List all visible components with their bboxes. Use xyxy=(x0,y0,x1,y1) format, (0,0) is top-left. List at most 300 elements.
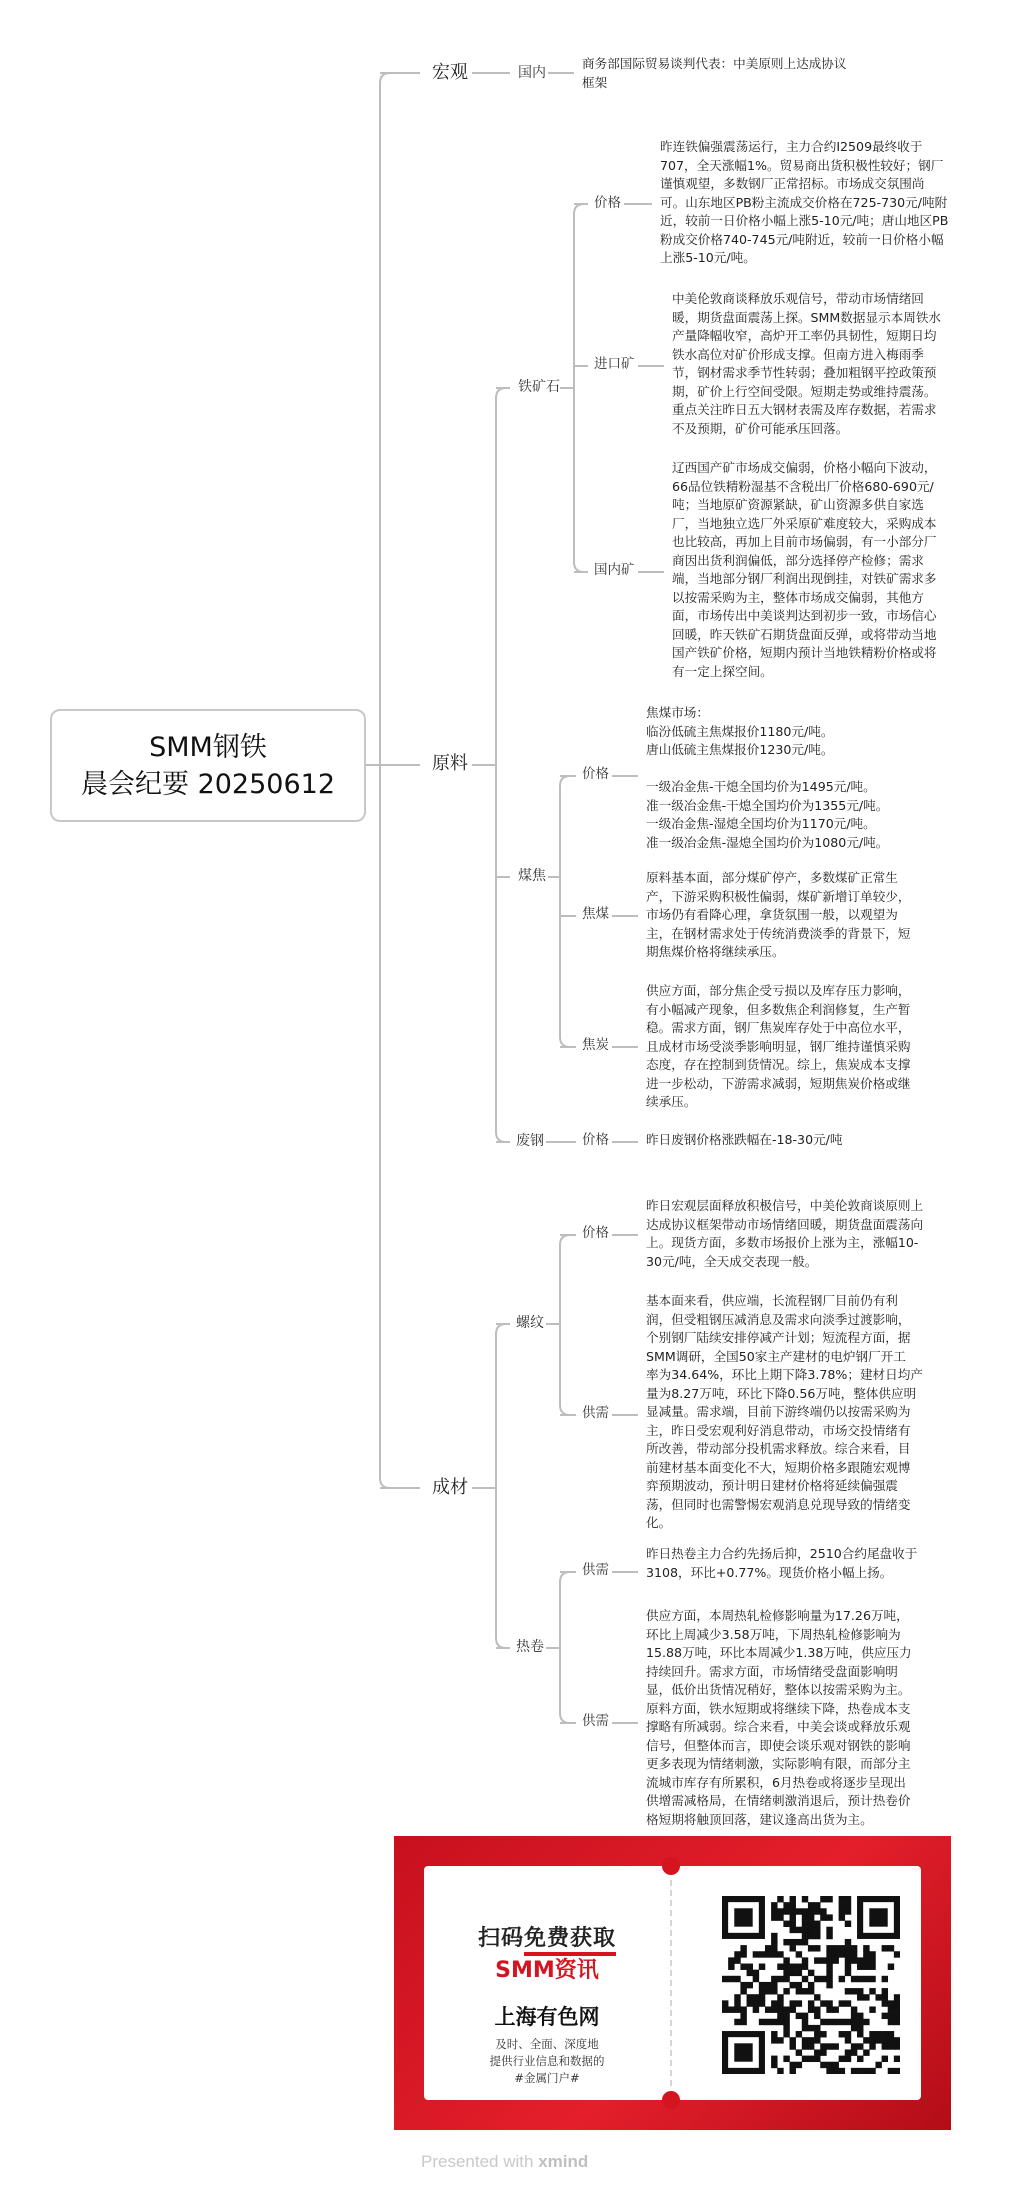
qr-module xyxy=(802,2037,808,2043)
qr-module xyxy=(808,1921,814,1927)
qr-module xyxy=(857,2013,863,2019)
qr-module xyxy=(888,1964,894,1970)
qr-module xyxy=(802,1896,808,1902)
qr-module xyxy=(796,1982,802,1988)
qr-module xyxy=(808,2037,814,2043)
qr-module xyxy=(808,1945,814,1951)
qr-module xyxy=(753,2000,759,2006)
qr-module xyxy=(832,2019,838,2025)
qr-module xyxy=(894,2019,900,2025)
qr-module xyxy=(753,1951,759,1957)
topic-hrc-supply-2[interactable]: 供需 xyxy=(582,1713,609,1729)
note-hrc-supply-1: 昨日热卷主力合约先扬后抑，2510合约尾盘收于 3108，环比+0.77%。现货价格小幅上扬。 xyxy=(646,1546,918,1580)
qr-module xyxy=(783,1939,789,1945)
coke-trunk xyxy=(560,776,570,1047)
qr-module xyxy=(882,2043,888,2049)
qr-module xyxy=(894,2037,900,2043)
smm-promo-banner[interactable] xyxy=(394,1836,951,2130)
qr-module xyxy=(728,1964,734,1970)
qr-module xyxy=(808,2043,814,2049)
qr-module xyxy=(832,1945,838,1951)
topic-finished-steel[interactable]: 成材 xyxy=(432,1477,468,1498)
qr-module xyxy=(857,2031,863,2037)
note-macro-domestic: 商务部国际贸易谈判代表：中美原则上达成协议 框架 xyxy=(582,56,847,90)
qr-module xyxy=(832,2068,838,2074)
qr-module xyxy=(845,2019,851,2025)
qr-module xyxy=(869,1976,875,1982)
qr-module xyxy=(826,2062,832,2068)
qr-module xyxy=(832,2062,838,2068)
qr-module xyxy=(882,1994,888,2000)
qr-module xyxy=(845,1896,851,1902)
qr-module xyxy=(802,1933,808,1939)
qr-module xyxy=(845,1908,851,1914)
qr-module xyxy=(839,1914,845,1920)
qr-module xyxy=(777,2068,783,2074)
qr-module xyxy=(734,2006,740,2012)
qr-module xyxy=(790,1902,796,1908)
qr-module xyxy=(771,1908,777,1914)
promo-headline xyxy=(424,1921,670,1952)
qr-module xyxy=(740,1982,746,1988)
qr-module xyxy=(851,2025,857,2031)
topic-coke-price[interactable]: 价格 xyxy=(582,766,609,782)
qr-module xyxy=(814,1976,820,1982)
qr-module xyxy=(771,1988,777,1994)
qr-module xyxy=(790,1945,796,1951)
qr-module xyxy=(753,1976,759,1982)
qr-module xyxy=(869,2006,875,2012)
qr-module xyxy=(765,1945,771,1951)
qr-module xyxy=(771,1951,777,1957)
qr-module xyxy=(875,2031,881,2037)
qr-module xyxy=(790,2000,796,2006)
qr-module xyxy=(802,2019,808,2025)
qr-module xyxy=(863,1957,869,1963)
qr-finder-core xyxy=(869,1908,887,1926)
qr-module xyxy=(888,2031,894,2037)
qr-module xyxy=(814,2013,820,2019)
qr-module xyxy=(759,1982,765,1988)
qr-module xyxy=(790,1964,796,1970)
qr-module xyxy=(888,2019,894,2025)
qr-module xyxy=(857,2043,863,2049)
qr-code-icon[interactable] xyxy=(722,1896,900,2074)
qr-module xyxy=(882,1945,888,1951)
topic-rebar-supply[interactable]: 供需 xyxy=(582,1405,609,1421)
qr-module xyxy=(790,1982,796,1988)
qr-module xyxy=(845,2056,851,2062)
qr-module xyxy=(814,1908,820,1914)
qr-module xyxy=(802,1921,808,1927)
qr-module xyxy=(894,2013,900,2019)
qr-module xyxy=(839,1951,845,1957)
qr-module xyxy=(771,1945,777,1951)
qr-module xyxy=(802,1939,808,1945)
qr-module xyxy=(777,1908,783,1914)
qr-module xyxy=(777,1896,783,1902)
qr-module xyxy=(814,2037,820,2043)
root-topic[interactable] xyxy=(50,709,366,822)
qr-module xyxy=(814,2006,820,2012)
topic-coal-coke[interactable]: 煤焦 xyxy=(518,868,546,884)
qr-module xyxy=(845,2037,851,2043)
qr-module xyxy=(777,2000,783,2006)
qr-module xyxy=(808,1902,814,1908)
topic-rebar-price[interactable]: 价格 xyxy=(582,1225,609,1241)
qr-module xyxy=(808,1933,814,1939)
qr-module xyxy=(888,2006,894,2012)
qr-module xyxy=(771,1902,777,1908)
qr-module xyxy=(771,2019,777,2025)
qr-module xyxy=(796,1908,802,1914)
qr-module xyxy=(777,1976,783,1982)
qr-module xyxy=(894,2068,900,2074)
qr-module xyxy=(814,2049,820,2055)
qr-module xyxy=(790,1970,796,1976)
qr-module xyxy=(747,1964,753,1970)
qr-module xyxy=(863,1945,869,1951)
qr-module xyxy=(820,1914,826,1920)
note-rebar-supply: 基本面来看，供应端，长流程钢厂目前仍有利 润，但受粗钢压减消息及需求向淡季过渡影响， 个别钢厂陆续安排停减产计划；短流程方面，据 SMM调研，全国50家主产建材的电炉钢厂开工 率为34.64%，环比上期下降3.78%；建材日均产 量为8.27万吨，环比下降0.56万吨，整体供应明 显减量。需求端，目前下游终端仍以按需采购为 主，昨日受宏观利好消息带动，市场交投情绪有 所改善，带动部分投机需求释放。综合来看，目 前建材基本面变化不大，短期价格多跟随宏观博 弈预期波动，预计明日建材价格将延续偏强震 荡，但同时也需警惕宏观消息兑现导致的情绪变 化。 xyxy=(646,1293,923,1530)
qr-module xyxy=(820,1908,826,1914)
qr-module xyxy=(826,2006,832,2012)
topic-hrc-supply-1[interactable]: 供需 xyxy=(582,1562,609,1578)
qr-module xyxy=(845,1964,851,1970)
qr-module xyxy=(863,2068,869,2074)
watermark-prefix: Presented with xyxy=(421,2152,534,2171)
qr-module xyxy=(826,2043,832,2049)
qr-module xyxy=(839,2000,845,2006)
qr-module xyxy=(808,1908,814,1914)
qr-module xyxy=(839,1902,845,1908)
qr-module xyxy=(814,1945,820,1951)
qr-module xyxy=(814,1933,820,1939)
qr-module xyxy=(740,1945,746,1951)
qr-module xyxy=(771,1976,777,1982)
qr-module xyxy=(777,1994,783,2000)
qr-module xyxy=(777,2013,783,2019)
note-iron-ore-price: 昨连铁偏强震荡运行，主力合约I2509最终收于 707，全天涨幅1%。贸易商出货积极性较好；钢厂 谨慎观望，多数钢厂正常招标。市场成交氛围尚 可。山东地区PB粉主流成交价格在725-730元/吨附 近，较前一日价格小幅上涨5-10元/吨；唐山地区PB 粉成交价格740-745元/吨附近，较前一日价格小幅 上涨5-10元/吨。 xyxy=(660,139,949,265)
qr-module xyxy=(826,1896,832,1902)
qr-module xyxy=(814,2031,820,2037)
qr-module xyxy=(863,1964,869,1970)
qr-module xyxy=(863,2019,869,2025)
qr-module xyxy=(888,2000,894,2006)
qr-module xyxy=(783,2006,789,2012)
qr-module xyxy=(808,2006,814,2012)
qr-module xyxy=(839,2031,845,2037)
qr-module xyxy=(796,1988,802,1994)
qr-module xyxy=(783,1908,789,1914)
qr-module xyxy=(796,1939,802,1945)
qr-module xyxy=(790,1896,796,1902)
qr-module xyxy=(728,1957,734,1963)
qr-module xyxy=(845,2031,851,2037)
qr-module xyxy=(740,1964,746,1970)
qr-module xyxy=(894,2043,900,2049)
qr-module xyxy=(722,2006,728,2012)
qr-module xyxy=(894,2056,900,2062)
qr-module xyxy=(863,2049,869,2055)
qr-module xyxy=(777,1951,783,1957)
xmind-watermark xyxy=(421,2152,588,2172)
qr-module xyxy=(765,2006,771,2012)
qr-module xyxy=(802,1964,808,1970)
qr-module xyxy=(747,1994,753,2000)
topic-iron-ore[interactable]: 铁矿石 xyxy=(518,379,560,395)
qr-module xyxy=(777,2006,783,2012)
qr-module xyxy=(894,2006,900,2012)
qr-module xyxy=(894,1951,900,1957)
topic-imported-ore[interactable]: 进口矿 xyxy=(594,356,635,372)
qr-module xyxy=(826,1964,832,1970)
note-scrap-price: 昨日废钢价格涨跌幅在-18-30元/吨 xyxy=(646,1132,843,1147)
qr-module xyxy=(820,1896,826,1902)
qr-module xyxy=(820,2000,826,2006)
qr-finder-core xyxy=(734,1908,752,1926)
qr-module xyxy=(869,1988,875,1994)
qr-module xyxy=(771,1982,777,1988)
qr-module xyxy=(888,2068,894,2074)
qr-module xyxy=(771,2031,777,2037)
qr-module xyxy=(771,2000,777,2006)
qr-module xyxy=(869,2043,875,2049)
qr-module xyxy=(808,1982,814,1988)
qr-module xyxy=(783,1970,789,1976)
qr-module xyxy=(796,1951,802,1957)
qr-module xyxy=(740,1951,746,1957)
qr-module xyxy=(875,2062,881,2068)
qr-module xyxy=(826,1970,832,1976)
finished-trunk xyxy=(496,1324,506,1648)
qr-module xyxy=(740,2006,746,2012)
hrc-trunk xyxy=(560,1572,570,1723)
note-coke: 供应方面，部分焦企受亏损以及库存压力影响， 有小幅减产现象，但多数焦企利润修复，生产暂 稳。需求方面，钢厂焦炭库存处于中高位水平， 且成材市场受淡季影响明显，钢厂维持谨慎采购 态度，存在控制到货情况。综上，焦炭成本支撑 进一步松动，下游需求减弱，短期焦炭价格或继 续承压。 xyxy=(646,983,911,1109)
qr-module xyxy=(796,1970,802,1976)
ticket-divider xyxy=(670,1880,672,2086)
qr-module xyxy=(851,1951,857,1957)
qr-module xyxy=(783,2013,789,2019)
qr-module xyxy=(747,2000,753,2006)
qr-module xyxy=(783,2025,789,2031)
qr-module xyxy=(845,1945,851,1951)
topic-raw-materials[interactable]: 原料 xyxy=(432,753,468,774)
qr-module xyxy=(826,1914,832,1920)
qr-module xyxy=(759,1994,765,2000)
qr-module xyxy=(808,2025,814,2031)
qr-module xyxy=(863,1976,869,1982)
qr-module xyxy=(851,1957,857,1963)
qr-module xyxy=(753,2006,759,2012)
qr-module xyxy=(826,1933,832,1939)
note-coke-price: 焦煤市场： 临汾低硫主焦煤报价1180元/吨。 唐山低硫主焦煤报价1230元/吨。 一级冶金焦-干熄全国均价为1495元/吨。 准一级冶金焦-干熄全国均价为1355元/吨。 一级冶金焦-湿熄全国均价为1170元/吨。 准一级冶金焦-湿熄全国均价为1080元/吨。 xyxy=(646,705,889,850)
qr-module xyxy=(857,1957,863,1963)
qr-module xyxy=(790,1939,796,1945)
qr-module xyxy=(826,1982,832,1988)
qr-module xyxy=(851,1945,857,1951)
qr-module xyxy=(882,1976,888,1982)
qr-module xyxy=(882,2037,888,2043)
qr-module xyxy=(826,1945,832,1951)
topic-coking-coal[interactable]: 焦煤 xyxy=(582,906,609,922)
qr-module xyxy=(845,1957,851,1963)
qr-module xyxy=(722,1976,728,1982)
qr-module xyxy=(839,1976,845,1982)
qr-module xyxy=(832,2006,838,2012)
qr-module xyxy=(826,2068,832,2074)
qr-module xyxy=(820,2062,826,2068)
qr-module xyxy=(802,2056,808,2062)
qr-module xyxy=(851,2019,857,2025)
qr-module xyxy=(790,1921,796,1927)
qr-module xyxy=(845,1921,851,1927)
qr-module xyxy=(783,2019,789,2025)
promo-slogan: 及时、全面、深度地 提供行业信息和数据的 #金属门户# xyxy=(489,2037,605,2085)
qr-module xyxy=(728,2006,734,2012)
qr-module xyxy=(808,2056,814,2062)
qr-module xyxy=(802,1908,808,1914)
qr-module xyxy=(734,1951,740,1957)
qr-module xyxy=(796,2031,802,2037)
qr-module xyxy=(765,1982,771,1988)
qr-module xyxy=(814,1957,820,1963)
ticket-notch-top xyxy=(662,1857,680,1875)
qr-module xyxy=(820,1957,826,1963)
qr-module xyxy=(845,1988,851,1994)
qr-module xyxy=(765,2019,771,2025)
qr-module xyxy=(802,2025,808,2031)
level1-trunk xyxy=(380,73,390,1488)
qr-module xyxy=(802,1927,808,1933)
qr-module xyxy=(777,2037,783,2043)
qr-module xyxy=(796,2062,802,2068)
topic-coke[interactable]: 焦炭 xyxy=(582,1037,609,1053)
qr-module xyxy=(753,1994,759,2000)
qr-module xyxy=(808,1988,814,1994)
topic-macro[interactable]: 宏观 xyxy=(432,62,468,83)
qr-module xyxy=(747,1982,753,1988)
qr-module xyxy=(820,2031,826,2037)
qr-module xyxy=(783,1976,789,1982)
qr-module xyxy=(826,1927,832,1933)
qr-module xyxy=(771,1914,777,1920)
qr-module xyxy=(832,1957,838,1963)
qr-module xyxy=(790,2062,796,2068)
qr-module xyxy=(808,1914,814,1920)
qr-module xyxy=(839,1896,845,1902)
rebar-trunk xyxy=(560,1235,570,1415)
topic-scrap-price[interactable]: 价格 xyxy=(582,1132,609,1148)
qr-module xyxy=(765,1951,771,1957)
qr-module xyxy=(882,2056,888,2062)
qr-module xyxy=(826,1951,832,1957)
qr-module xyxy=(808,1970,814,1976)
qr-module xyxy=(814,1921,820,1927)
qr-module xyxy=(796,2000,802,2006)
qr-module xyxy=(851,2013,857,2019)
qr-module xyxy=(857,1976,863,1982)
qr-module xyxy=(820,2019,826,2025)
qr-module xyxy=(888,2013,894,2019)
qr-module xyxy=(869,2031,875,2037)
qr-module xyxy=(734,1994,740,2000)
qr-module xyxy=(845,1902,851,1908)
qr-module xyxy=(888,2037,894,2043)
qr-module xyxy=(802,2043,808,2049)
qr-module xyxy=(722,2000,728,2006)
qr-module xyxy=(869,2037,875,2043)
qr-module xyxy=(882,2000,888,2006)
qr-module xyxy=(845,2000,851,2006)
qr-module xyxy=(826,1957,832,1963)
topic-domestic-ore[interactable]: 国内矿 xyxy=(594,562,635,578)
qr-module xyxy=(839,1945,845,1951)
topic-macro-domestic[interactable]: 国内 xyxy=(518,65,546,81)
qr-module xyxy=(845,1939,851,1945)
qr-module xyxy=(851,2006,857,2012)
topic-rebar[interactable]: 螺纹 xyxy=(516,1315,544,1331)
topic-scrap[interactable]: 废钢 xyxy=(516,1133,544,1149)
qr-module xyxy=(783,1921,789,1927)
qr-module xyxy=(845,2049,851,2055)
qr-module xyxy=(771,2062,777,2068)
qr-module xyxy=(759,1951,765,1957)
topic-iron-ore-price[interactable]: 价格 xyxy=(594,195,621,211)
iron-ore-trunk xyxy=(574,204,584,572)
qr-module xyxy=(790,2043,796,2049)
qr-module xyxy=(783,1964,789,1970)
qr-module xyxy=(759,2019,765,2025)
qr-module xyxy=(857,2056,863,2062)
qr-module xyxy=(759,1964,765,1970)
qr-module xyxy=(851,1976,857,1982)
qr-module xyxy=(747,1970,753,1976)
qr-module xyxy=(771,1939,777,1945)
topic-hot-rolled-coil[interactable]: 热卷 xyxy=(516,1639,544,1655)
qr-module xyxy=(857,1964,863,1970)
qr-module xyxy=(802,1976,808,1982)
qr-module xyxy=(839,2068,845,2074)
qr-module xyxy=(851,2043,857,2049)
note-hrc-supply-2: 供应方面，本周热轧检修影响量为17.26万吨， 环比上周减少3.58万吨，下周热轧检修影响为 15.88万吨，环比本周减少1.38万吨，供应压力 持续回升。需求方面，市场情绪受盘面影响明 显，低价出货情况稍好，整体以按需采购为主。 原料方面，铁水短期或将继续下降，热卷成本支 撑略有所减弱。综合来看，中美会谈或释放乐观 信号，但整体而言，即使会谈乐观对钢铁的影响 更多表现为情绪刺激，实际影响有限，而部分主 流城市库存有所累积，6月热卷或将逐步呈现出 供增需减格局，在情绪刺激消退后，预计热卷价 格短期将触顶回落，建议逢高出货为主。 xyxy=(646,1608,912,1827)
qr-module xyxy=(869,1964,875,1970)
qr-module xyxy=(832,1951,838,1957)
qr-module xyxy=(808,1927,814,1933)
qr-module xyxy=(740,2013,746,2019)
qr-module xyxy=(863,2037,869,2043)
qr-module xyxy=(814,1927,820,1933)
qr-module xyxy=(777,1914,783,1920)
qr-module xyxy=(814,2056,820,2062)
qr-module xyxy=(839,2056,845,2062)
qr-module xyxy=(765,1988,771,1994)
qr-module xyxy=(857,2025,863,2031)
qr-module xyxy=(771,1933,777,1939)
qr-module xyxy=(783,1957,789,1963)
qr-module xyxy=(790,1908,796,1914)
qr-module xyxy=(802,1957,808,1963)
qr-module xyxy=(857,1994,863,2000)
ticket-notch-bottom xyxy=(662,2091,680,2109)
qr-module xyxy=(759,2000,765,2006)
qr-module xyxy=(802,1988,808,1994)
qr-module xyxy=(753,1970,759,1976)
qr-module xyxy=(882,1988,888,1994)
qr-module xyxy=(820,1976,826,1982)
note-rebar-price: 昨日宏观层面释放积极信号，中美伦敦商谈原则上 达成协议框架带动市场情绪回暖，期货盘面震荡向 上。现货方面，多数市场报价上涨为主，涨幅10- 30元/吨，全天成交表现一般。 xyxy=(646,1198,924,1269)
qr-module xyxy=(796,2013,802,2019)
